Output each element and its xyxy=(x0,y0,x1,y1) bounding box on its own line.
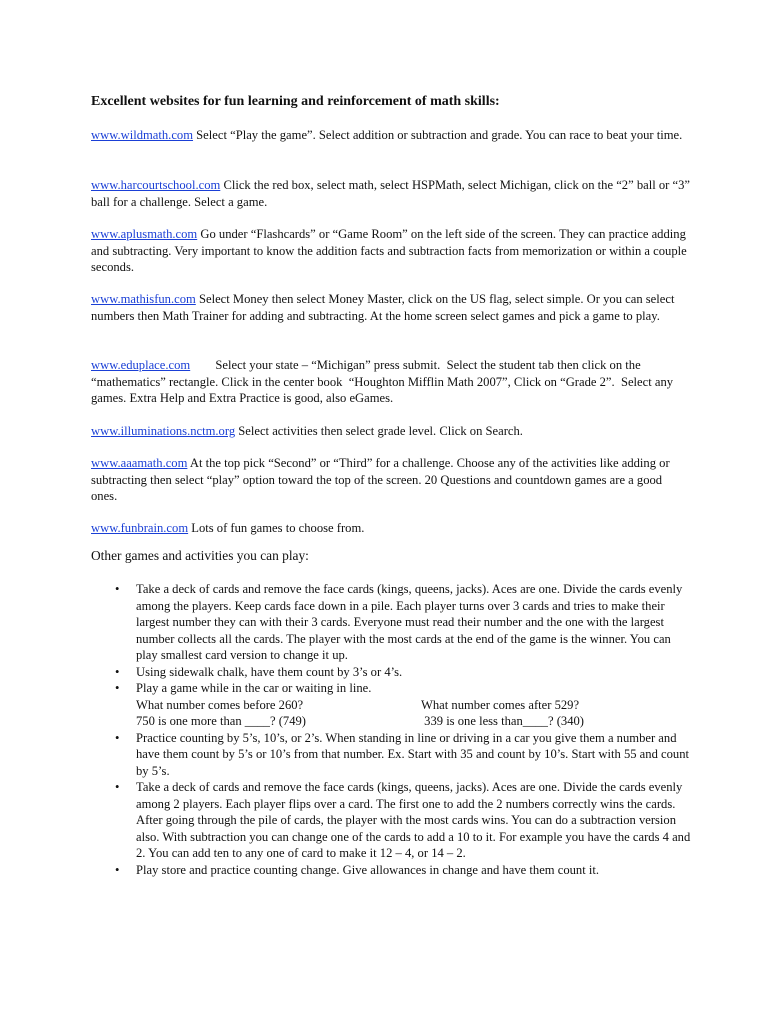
bullet-icon: • xyxy=(115,664,120,679)
site-description: At the top pick “Second” or “Third” for a challenge. Choose any of the activities like adding or subtracting then select “play” option toward the top of the screen. 20 Questions and countdown games are a good ones. xyxy=(91,456,670,503)
activities-list xyxy=(91,581,691,878)
site-paragraph-eduplace xyxy=(91,357,691,407)
bullet-text: Play a game while in the car or waiting in line. xyxy=(136,681,372,695)
question-row xyxy=(136,697,691,714)
link-funbrain[interactable]: www.funbrain.com xyxy=(91,521,189,535)
question-one-more: 750 is one more than ____? (749) xyxy=(136,714,306,728)
list-item xyxy=(91,664,691,681)
list-item xyxy=(91,779,691,862)
bullet-icon: • xyxy=(115,862,120,877)
site-description: Select “Play the game”. Select addition or subtraction and grade. You can race to beat your time. xyxy=(193,128,683,142)
link-wildmath[interactable]: www.wildmath.com xyxy=(91,128,194,142)
site-description: Select activities then select grade level. Click on Search. xyxy=(235,424,523,438)
bullet-text: Practice counting by 5’s, 10’s, or 2’s. When standing in line or driving in a car you give them a number and have them count by 5’s or 10’s from that number. Ex. Start with 35 and count by 10’s. Start with 55 and count by 5’s. xyxy=(136,730,689,778)
link-aaamath[interactable]: www.aaamath.com xyxy=(91,456,188,470)
link-eduplace[interactable]: www.eduplace.com xyxy=(91,358,191,372)
list-item xyxy=(91,862,691,879)
list-item xyxy=(91,730,691,780)
site-description: Click the red box, select math, select HSPMath, select Michigan, click on the “2” ball or “3” ball for a challenge. Select a game. xyxy=(91,178,690,209)
bullet-icon: • xyxy=(115,681,120,695)
site-paragraph-funbrain xyxy=(91,520,691,537)
site-description: Lots of fun games to choose from. xyxy=(188,521,365,535)
site-paragraph-aplusmath xyxy=(91,226,691,276)
activities-subheading: Other games and activities you can play: xyxy=(91,548,309,563)
link-harcourtschool[interactable]: www.harcourtschool.com xyxy=(91,178,221,192)
bullet-icon: • xyxy=(115,780,120,794)
bullet-text: Using sidewalk chalk, have them count by 3’s or 4’s. xyxy=(136,664,403,679)
site-paragraph-wildmath xyxy=(91,127,691,144)
question-after: What number comes after 529? xyxy=(421,697,580,712)
question-row xyxy=(136,713,691,730)
bullet-text: Take a deck of cards and remove the face cards (kings, queens, jacks). Aces are one. Divide the cards evenly among the players. Keep cards face down in a pile. Each player turns over 3 cards and tries to make their largest number they can with their 3 cards. Everyone must read their number and the one with the largest number collects all the cards. The player with the most cards at the end of the game is the winner. You can play smallest card version to change it up. xyxy=(136,582,683,662)
link-aplusmath[interactable]: www.aplusmath.com xyxy=(91,227,198,241)
site-description: Select your state – “Michigan” press submit. Select the student tab then click on the “mathematics” rectangle. Click in the center book “Houghton Mifflin Math 2007”, Click on “Grade 2”. Select any games. Extra Help and Extra Practice is good, also eGames. xyxy=(91,358,677,405)
bullet-text: Take a deck of cards and remove the face cards (kings, queens, jacks). Aces are one. Divide the cards evenly among 2 players. Each player flips over a card. The first one to add the 2 numbers correctly wins the cards. After going through the pile of cards, the player with the most cards wins. You can do a subtraction version also. With subtraction you can change one of the cards to add a 10 to it. For example you have the cards 4 and 2. You can add ten to any one of card to make it 12 – 4, or 14 – 2. xyxy=(136,780,691,860)
site-paragraph-illuminations xyxy=(91,423,691,440)
link-mathisfun[interactable]: www.mathisfun.com xyxy=(91,292,196,306)
bullet-text: Play store and practice counting change. Give allowances in change and have them count it. xyxy=(136,862,600,877)
site-paragraph-harcourtschool xyxy=(91,177,691,210)
bullet-icon: • xyxy=(115,730,120,745)
site-paragraph-aaamath xyxy=(91,455,691,505)
site-paragraph-mathisfun xyxy=(91,291,691,324)
question-one-less: 339 is one less than____? (340) xyxy=(421,714,584,728)
document-title: Excellent websites for fun learning and reinforcement of math skills: xyxy=(91,94,500,109)
site-description: Go under “Flashcards” or “Game Room” on the left side of the screen. They can practice adding and subtracting. Very important to know the addition facts and subtraction facts from memorization or within a couple seconds. xyxy=(91,227,687,274)
question-before: What number comes before 260? xyxy=(136,697,304,712)
list-item xyxy=(91,581,691,664)
list-item xyxy=(91,680,691,730)
bullet-icon: • xyxy=(115,582,120,596)
site-description: Select Money then select Money Master, click on the US flag, select simple. Or you can select numbers then Math Trainer for adding and subtracting. At the home screen select games and pick a game to play. xyxy=(91,292,675,323)
link-illuminations[interactable]: www.illuminations.nctm.org xyxy=(91,424,236,438)
